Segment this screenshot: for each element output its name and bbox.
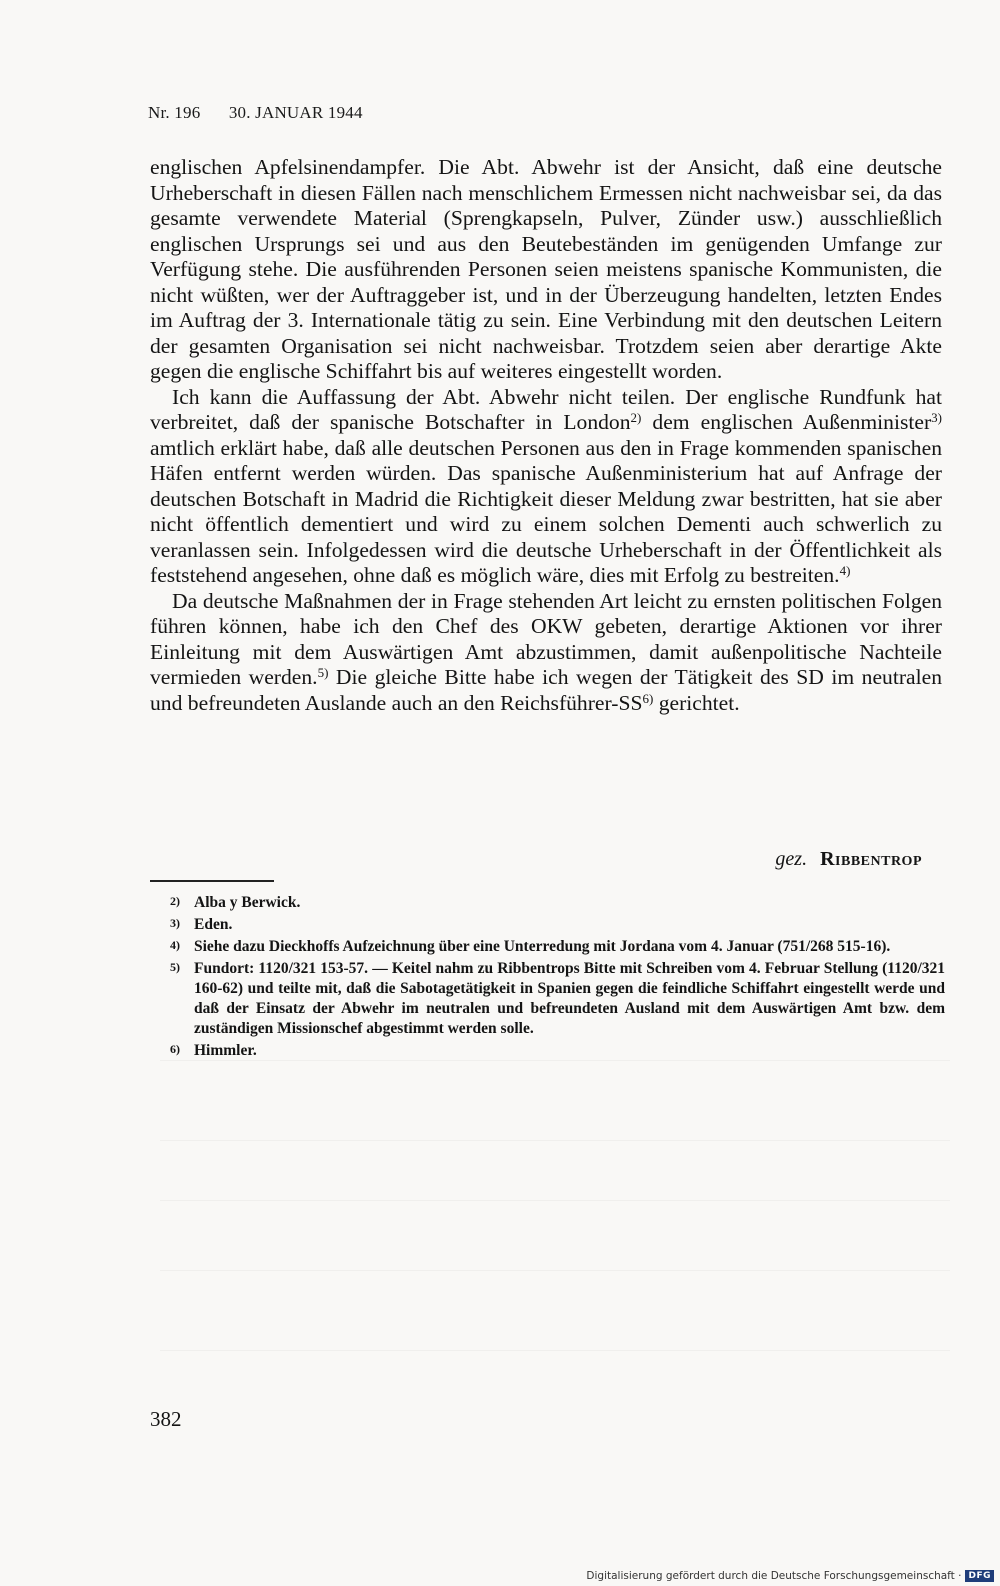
page-number: 382 [150, 1407, 182, 1431]
paragraph-text: gerichtet. [653, 690, 740, 715]
footnote-divider [150, 880, 274, 882]
paragraph-text: englischen Apfelsinendampfer. Die Abt. Abwehr ist der Ansicht, daß eine deutsche Urheberschaft in diesen Fällen nach menschlichem Ermessen nicht nachweisbar sei, da das gesamte verwendete Material (Sprengkapseln, Pulver, Zünder usw.) ausschließlich englischen Ursprungs sei und aus den Beutebeständen im genügenden Umfange zur Verfügung stehe. Die ausführenden Personen seien meistens spanische Kommunisten, die nicht wüßten, wer der Auftraggeber ist, und in der Überzeugung handelten, letzten Endes im Auftrag der 3. Internationale tätig zu sein. Eine Verbindung mit den deutschen Leitern der gesamten Organisation sei nicht nachweisbar. Trotzdem seien aber derartige Akte gegen die englische Schiffahrt bis auf weiteres eingestellt worden. [150, 155, 942, 383]
signatory-name: Ribbentrop [820, 848, 922, 870]
footnote-item [170, 1041, 945, 1061]
signature-prefix: gez. [775, 848, 808, 870]
paragraph-text: Da deutsche Maßnahmen der in Frage stehenden Art leicht zu ernsten politischen Folgen führen können, habe ich den Chef des OKW gebeten, derartige Aktionen vor ihrer Einleitung mit dem Auswärtigen Amt abzustimmen, damit außenpolitische Nachteile vermieden werden. [150, 588, 942, 689]
paragraph-text: amtlich erklärt habe, daß alle deutschen Personen aus den in Frage kommenden spanischen Häfen entfernt werden würden. Das spanische Außenministerium hat auf Anfrage der deutschen Botschaft in Madrid die Richtigkeit dieser Meldung zwar bestritten, hat sie aber nicht öffentlich dementiert und wird zu einem solchen Dementi auch schwerlich zu veranlassen sein. Infolgedessen wird die deutsche Urheberschaft in der Öffentlichkeit als feststehend angesehen, ohne daß es möglich wäre, dies mit Erfolg zu bestreiten. [150, 435, 942, 587]
footnote-ref[interactable]: 4) [839, 563, 851, 578]
footnote-item [170, 937, 945, 957]
footnote-text: Fundort: 1120/321 153-57. — Keitel nahm zu Ribbentrops Bitte mit Schreiben vom 4. Februar Stellung (1120/321 160-62) und teilte mit, daß die Sabotagetätigkeit in Spanien gegen die feindliche Schiffahrt eingestellt werde und daß der Einsatz der Abwehr im neutralen und befreundeten Ausland mit dem Auswärtigen Amt bzw. dem zuständigen Missionschef abgestimmt werden solle. [194, 960, 945, 1037]
footnote-text: Siehe dazu Dieckhoffs Aufzeichnung über eine Unterredung mit Jordana vom 4. Januar (751/268 515-16). [194, 938, 891, 955]
bleed-through-line [160, 1200, 950, 1201]
footnote-item [170, 893, 945, 913]
footnote-ref[interactable]: 6) [642, 690, 654, 706]
signature [775, 848, 922, 871]
paragraph-text: Ich kann die Auffassung der Abt. Abwehr nicht teilen. Der englische Rundfunk hat verbreitet, daß der spanische Botschafter in London [150, 384, 942, 434]
footnote-ref[interactable]: 3) [931, 410, 942, 425]
footnote-mark: 5) [170, 960, 180, 974]
running-header [148, 103, 363, 123]
bleed-through-line [160, 1270, 950, 1271]
footnote-mark: 6) [170, 1042, 180, 1056]
paragraph-2 [150, 385, 942, 589]
bleed-through-line [160, 1140, 950, 1141]
digitization-credit [586, 1570, 994, 1582]
footnote-text: Alba y Berwick. [194, 894, 301, 911]
paragraph-text: dem englischen Außenminister [641, 410, 932, 434]
paragraph-3 [150, 589, 942, 717]
paragraph-1 [150, 155, 942, 385]
footnote-mark: 4) [170, 938, 180, 952]
footnotes [170, 893, 945, 1063]
document-date: 30. JANUAR 1944 [228, 103, 363, 122]
document-number: Nr. 196 [148, 103, 201, 122]
credit-text: Digitalisierung gefördert durch die Deutsche Forschungsgemeinschaft · [586, 1570, 962, 1582]
body-text [150, 155, 942, 716]
footnote-item [170, 959, 945, 1039]
footnote-mark: 3) [170, 916, 180, 930]
footnote-item [170, 915, 945, 935]
footnote-text: Himmler. [194, 1042, 257, 1059]
bleed-through-line [160, 1350, 950, 1351]
paragraph-text: Die gleiche Bitte habe ich wegen der Tätigkeit des SD im neutralen und befreundeten Auslande auch an den Reichsführer-SS [150, 665, 942, 715]
footnote-mark: 2) [170, 894, 180, 908]
footnote-ref[interactable]: 5) [317, 665, 329, 680]
footnote-text: Eden. [194, 916, 233, 933]
dfg-logo[interactable]: DFG [965, 1570, 994, 1582]
footnote-ref[interactable]: 2) [630, 410, 642, 425]
